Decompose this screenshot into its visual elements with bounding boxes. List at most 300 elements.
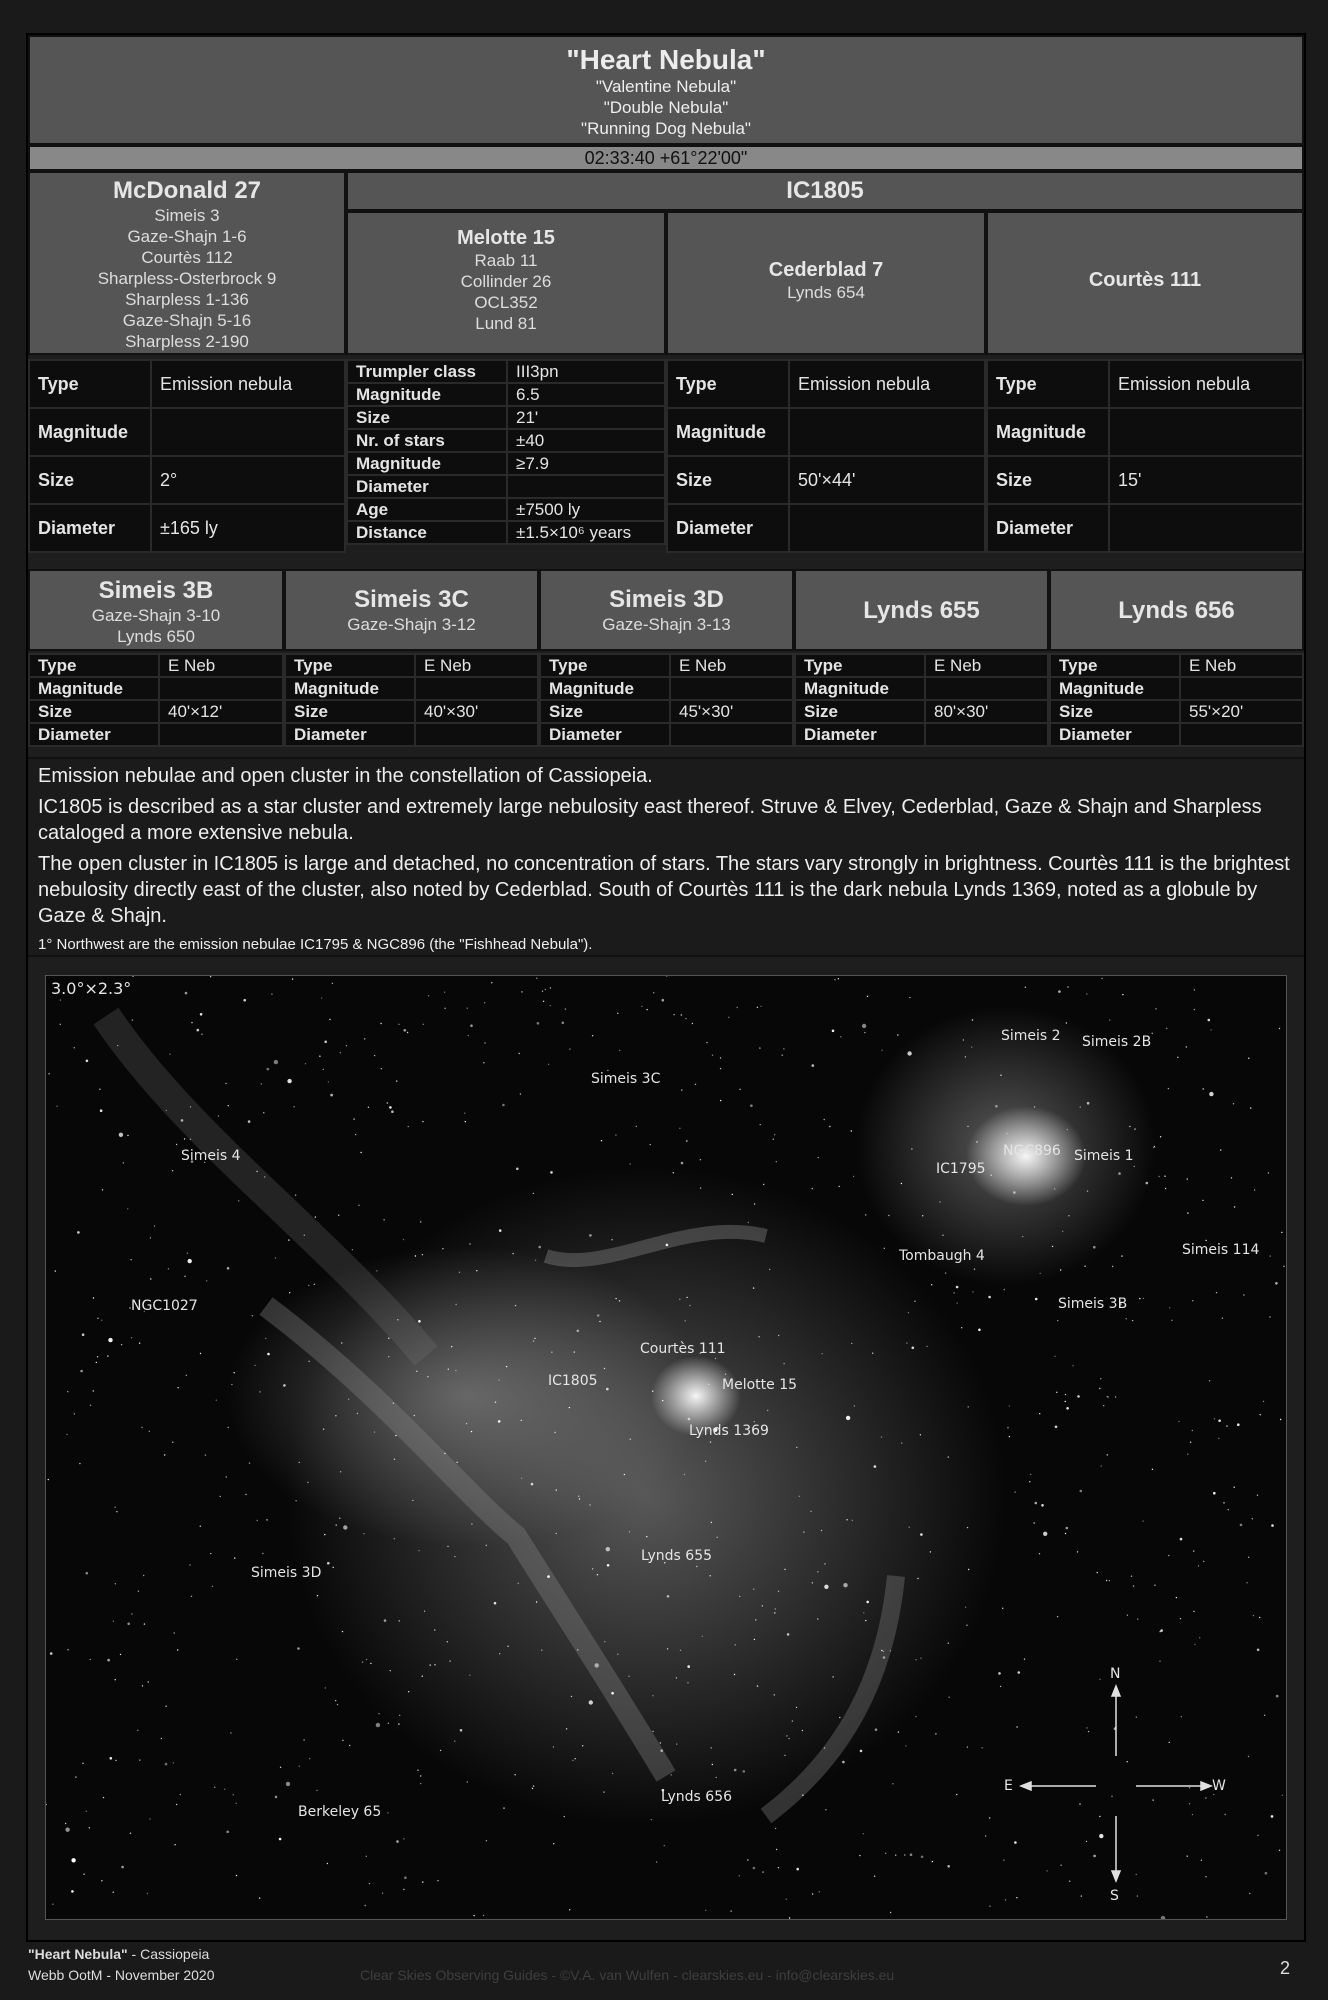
star (1192, 1430, 1193, 1431)
compass-east: E (1004, 1778, 1013, 1794)
star (617, 1013, 618, 1014)
star (883, 1651, 884, 1652)
alias: Collinder 26 (460, 272, 552, 291)
star (1209, 1380, 1210, 1381)
star (245, 1494, 246, 1495)
star (662, 1400, 663, 1401)
star (416, 1371, 417, 1372)
star (297, 1647, 300, 1650)
star (673, 1014, 674, 1015)
star (974, 1269, 975, 1270)
star (533, 1340, 534, 1341)
table-row: Size 80'×30' (795, 700, 1048, 723)
star (851, 1343, 852, 1344)
star (711, 1747, 712, 1748)
star (1065, 1533, 1066, 1534)
star (1030, 1474, 1031, 1475)
star (327, 1562, 330, 1565)
star (174, 1844, 175, 1845)
star (417, 1770, 418, 1771)
star (470, 1024, 473, 1027)
star (883, 1656, 886, 1659)
star (1193, 1611, 1194, 1612)
alias: Gaze-Shajn 1-6 (127, 227, 247, 246)
star (205, 1454, 206, 1455)
star (201, 1034, 202, 1035)
star (512, 1253, 513, 1254)
star (74, 1047, 75, 1048)
star (705, 1910, 706, 1911)
star (48, 1073, 49, 1074)
star (681, 1014, 682, 1015)
star (293, 1106, 294, 1107)
star (50, 1652, 53, 1655)
star (287, 1079, 291, 1083)
star (398, 1723, 399, 1724)
star (335, 1700, 336, 1701)
star (368, 1107, 369, 1108)
star (1171, 1320, 1172, 1321)
star (1097, 1572, 1098, 1573)
alias: Gaze-Shajn 5-16 (122, 311, 252, 330)
star (914, 1301, 915, 1302)
star (403, 1838, 404, 1839)
star (769, 1269, 770, 1270)
star (1287, 1635, 1288, 1636)
star (96, 1362, 97, 1363)
star (825, 1809, 826, 1810)
star (254, 1365, 255, 1366)
star (961, 1327, 962, 1328)
star (309, 1758, 310, 1759)
star (1187, 1212, 1188, 1213)
star (1054, 1356, 1055, 1357)
star (812, 1893, 813, 1894)
star (652, 1731, 653, 1732)
star (630, 1163, 631, 1164)
star (695, 1084, 696, 1085)
coordinates: 02:33:40 +61°22'00" (28, 145, 1304, 171)
table-row: Type Emission nebula (29, 360, 345, 408)
star (700, 1187, 701, 1188)
star (1143, 1298, 1144, 1299)
star (884, 1248, 885, 1249)
star (60, 999, 61, 1000)
star (1275, 1282, 1278, 1285)
star (920, 1658, 921, 1659)
star (342, 1631, 343, 1632)
melotte-title: Melotte 15 (457, 227, 555, 249)
star (220, 1496, 221, 1497)
star (362, 1661, 363, 1662)
star (440, 1750, 441, 1751)
star (139, 1759, 140, 1760)
star (121, 1344, 122, 1345)
star (895, 1855, 896, 1856)
star (739, 1875, 740, 1876)
star (1107, 1454, 1108, 1455)
star (921, 1856, 924, 1859)
star (261, 1083, 262, 1084)
star (75, 1776, 76, 1777)
star (218, 1115, 219, 1116)
star (708, 1384, 709, 1385)
star (176, 1804, 177, 1805)
star (1077, 1551, 1078, 1552)
star (1133, 1585, 1134, 1586)
star (420, 1783, 421, 1784)
star (991, 1175, 992, 1176)
star (494, 1602, 497, 1605)
compass-west: W (1212, 1778, 1226, 1794)
star (711, 1522, 712, 1523)
star (748, 1222, 749, 1223)
star (259, 1391, 260, 1392)
star (90, 1659, 91, 1660)
star (138, 1591, 139, 1592)
star (1186, 1046, 1187, 1047)
star (164, 1454, 165, 1455)
star (275, 1796, 278, 1799)
star (249, 1462, 250, 1463)
star (1107, 1396, 1108, 1397)
star (464, 1113, 465, 1114)
star (48, 1479, 49, 1480)
star (1158, 1176, 1159, 1177)
table-row: Magnitude (987, 408, 1303, 456)
star (1190, 1442, 1191, 1443)
map-label: IC1805 (548, 1373, 598, 1389)
star (909, 1527, 910, 1528)
star (486, 1840, 487, 1841)
star (792, 1720, 793, 1721)
star (483, 1062, 484, 1063)
map-label: Simeis 1 (1074, 1148, 1134, 1164)
star (514, 1774, 515, 1775)
star (832, 1030, 835, 1033)
star (829, 1126, 830, 1127)
table-row: Diameter (285, 723, 538, 746)
star (1280, 1419, 1281, 1420)
star (1180, 1618, 1181, 1619)
star (144, 1623, 145, 1624)
star (1180, 1538, 1183, 1541)
star (1226, 1425, 1227, 1426)
star (1248, 1557, 1249, 1558)
star (978, 1919, 979, 1920)
star (750, 1104, 753, 1107)
star (572, 1760, 573, 1761)
star (264, 1176, 265, 1177)
map-label: Simeis 114 (1182, 1242, 1260, 1258)
star (1265, 1872, 1268, 1875)
star (403, 1239, 404, 1240)
star (597, 1574, 598, 1575)
star (834, 979, 835, 980)
star (366, 1659, 367, 1660)
star (1248, 1058, 1249, 1059)
star (454, 1740, 455, 1741)
alias: Sharpless-Osterbrock 9 (97, 269, 277, 288)
star (989, 1817, 990, 1818)
star (967, 1527, 968, 1528)
star (82, 1763, 83, 1764)
star (227, 1267, 230, 1270)
star (1283, 1266, 1284, 1267)
star (212, 1586, 213, 1587)
simeis3c-table (284, 653, 539, 747)
table-row: Magnitude (795, 677, 1048, 700)
star (1176, 1597, 1177, 1598)
star (532, 1788, 533, 1789)
star (518, 1583, 519, 1584)
star (732, 1194, 733, 1195)
star (121, 1866, 124, 1869)
star (664, 1845, 665, 1846)
star (324, 1041, 327, 1044)
star (1208, 1019, 1211, 1022)
star (1087, 1190, 1088, 1191)
star (147, 1893, 148, 1894)
star (688, 1418, 691, 1421)
star (337, 1704, 338, 1705)
star (890, 1650, 891, 1651)
star (1248, 1756, 1249, 1757)
star (93, 1390, 94, 1391)
star (579, 1498, 580, 1499)
star (1109, 1019, 1110, 1020)
mcdonald-title: McDonald 27 (112, 177, 262, 204)
star (230, 1732, 231, 1733)
star (503, 1807, 504, 1808)
star (1187, 1454, 1188, 1455)
star (720, 1057, 721, 1058)
star (115, 1760, 116, 1761)
star (394, 1459, 395, 1460)
star (173, 1762, 174, 1763)
star (325, 1687, 326, 1688)
courtes111-panel (986, 211, 1304, 355)
star (305, 1063, 306, 1064)
star (786, 1735, 787, 1736)
star (197, 1029, 200, 1032)
star (706, 1042, 707, 1043)
star (905, 1745, 906, 1746)
star (338, 1215, 339, 1216)
star (1286, 1801, 1287, 1802)
star (541, 1650, 542, 1651)
star (550, 1171, 553, 1174)
star (840, 1036, 841, 1037)
star (604, 1368, 605, 1369)
star (455, 1370, 456, 1371)
star (628, 1676, 629, 1677)
star (1213, 1492, 1216, 1495)
star (803, 1531, 804, 1532)
star (444, 992, 445, 993)
star (932, 1861, 933, 1862)
alias: Lund 81 (475, 314, 537, 333)
star (340, 1471, 341, 1472)
star (548, 1064, 549, 1065)
star (83, 1874, 84, 1875)
star (259, 1897, 260, 1898)
star (465, 1121, 466, 1122)
star (863, 1612, 864, 1613)
star (689, 1305, 690, 1306)
star (906, 1342, 907, 1343)
ic1805-title: IC1805 (786, 177, 864, 204)
table-row: Diameter (540, 723, 793, 746)
star (1022, 1236, 1023, 1237)
star (1268, 1172, 1269, 1173)
star (1223, 1502, 1224, 1503)
star (1271, 1815, 1274, 1818)
star (86, 1060, 89, 1063)
star (1152, 1469, 1153, 1470)
star (267, 1353, 270, 1356)
star (46, 1804, 47, 1805)
star (854, 1405, 855, 1406)
star (113, 1892, 114, 1893)
star (369, 1883, 370, 1884)
star (910, 1853, 913, 1856)
star (399, 1715, 400, 1716)
star (812, 1582, 813, 1583)
star (495, 1402, 496, 1403)
star (788, 1738, 789, 1739)
star (66, 1434, 67, 1435)
map-label: IC1795 (936, 1161, 986, 1177)
star (965, 1607, 966, 1608)
star (832, 1676, 833, 1677)
star (116, 1511, 117, 1512)
star (418, 1550, 419, 1551)
star (117, 1045, 118, 1046)
star (956, 1286, 959, 1289)
star (863, 1833, 864, 1834)
star (915, 1716, 916, 1717)
star (1231, 1177, 1232, 1178)
star (449, 1660, 450, 1661)
star (700, 1159, 701, 1160)
star (1187, 1178, 1188, 1179)
star (875, 1728, 878, 1731)
star (1264, 1715, 1265, 1716)
star (1066, 1527, 1069, 1530)
star (486, 1545, 487, 1546)
star (859, 1855, 860, 1856)
star (267, 1068, 270, 1071)
star (1198, 1565, 1199, 1566)
star (1210, 1029, 1211, 1030)
star (424, 1611, 425, 1612)
table-row: Diameter (347, 475, 665, 498)
star (930, 1551, 931, 1552)
star (760, 1006, 761, 1007)
star (967, 1126, 968, 1127)
star (971, 1046, 972, 1047)
star (383, 1219, 384, 1220)
star (307, 1482, 308, 1483)
star (280, 1767, 281, 1768)
star (1080, 1490, 1083, 1493)
page-title: "Heart Nebula" (566, 44, 766, 75)
star (866, 1601, 869, 1604)
map-label: Lynds 1369 (689, 1423, 769, 1439)
simeis3d-panel (539, 569, 794, 651)
star (716, 1777, 717, 1778)
star (295, 1500, 296, 1501)
star (536, 978, 537, 979)
star (86, 1811, 87, 1812)
star (852, 1520, 853, 1521)
star (1216, 1292, 1217, 1293)
star (274, 1060, 278, 1064)
star (299, 1462, 300, 1463)
star (328, 1081, 329, 1082)
star (1062, 1231, 1063, 1232)
star (818, 1157, 819, 1158)
star (972, 1291, 973, 1292)
star (107, 1355, 108, 1356)
star (172, 1170, 173, 1171)
star (646, 1009, 647, 1010)
star (317, 1595, 318, 1596)
table-row: Diameter (29, 723, 283, 746)
star (617, 1654, 618, 1655)
footer-title: "Heart Nebula" (28, 1946, 128, 1962)
star (646, 1536, 647, 1537)
star (565, 1008, 566, 1009)
star (292, 978, 293, 979)
star (1009, 1436, 1010, 1437)
star (786, 1899, 787, 1900)
star (1055, 1426, 1058, 1429)
star (556, 1533, 557, 1534)
star (1087, 1102, 1090, 1105)
star (935, 1733, 936, 1734)
star (275, 1257, 276, 1258)
star (881, 1050, 882, 1051)
star (1056, 1392, 1057, 1393)
table-row: Magnitude (540, 677, 793, 700)
star (355, 1134, 356, 1135)
alias: Gaze-Shajn 3-13 (602, 615, 731, 634)
lynds656-panel (1049, 569, 1304, 651)
table-row: Distance ±1.5×10⁶ years (347, 521, 665, 544)
star (812, 1188, 813, 1189)
star (1282, 1795, 1283, 1796)
star (595, 1663, 599, 1667)
star (948, 1697, 949, 1698)
star (710, 1441, 711, 1442)
star (1132, 1320, 1133, 1321)
star (619, 1300, 620, 1301)
star (120, 1654, 121, 1655)
star (1024, 1658, 1025, 1659)
star (381, 1068, 382, 1069)
star (1161, 1916, 1165, 1920)
star (1165, 1188, 1166, 1189)
star (1122, 994, 1123, 995)
star (353, 1118, 354, 1119)
star (712, 1764, 713, 1765)
star (388, 1338, 389, 1339)
simeis3b-table (28, 653, 284, 747)
melotte-panel (346, 211, 666, 355)
star (149, 1818, 150, 1819)
